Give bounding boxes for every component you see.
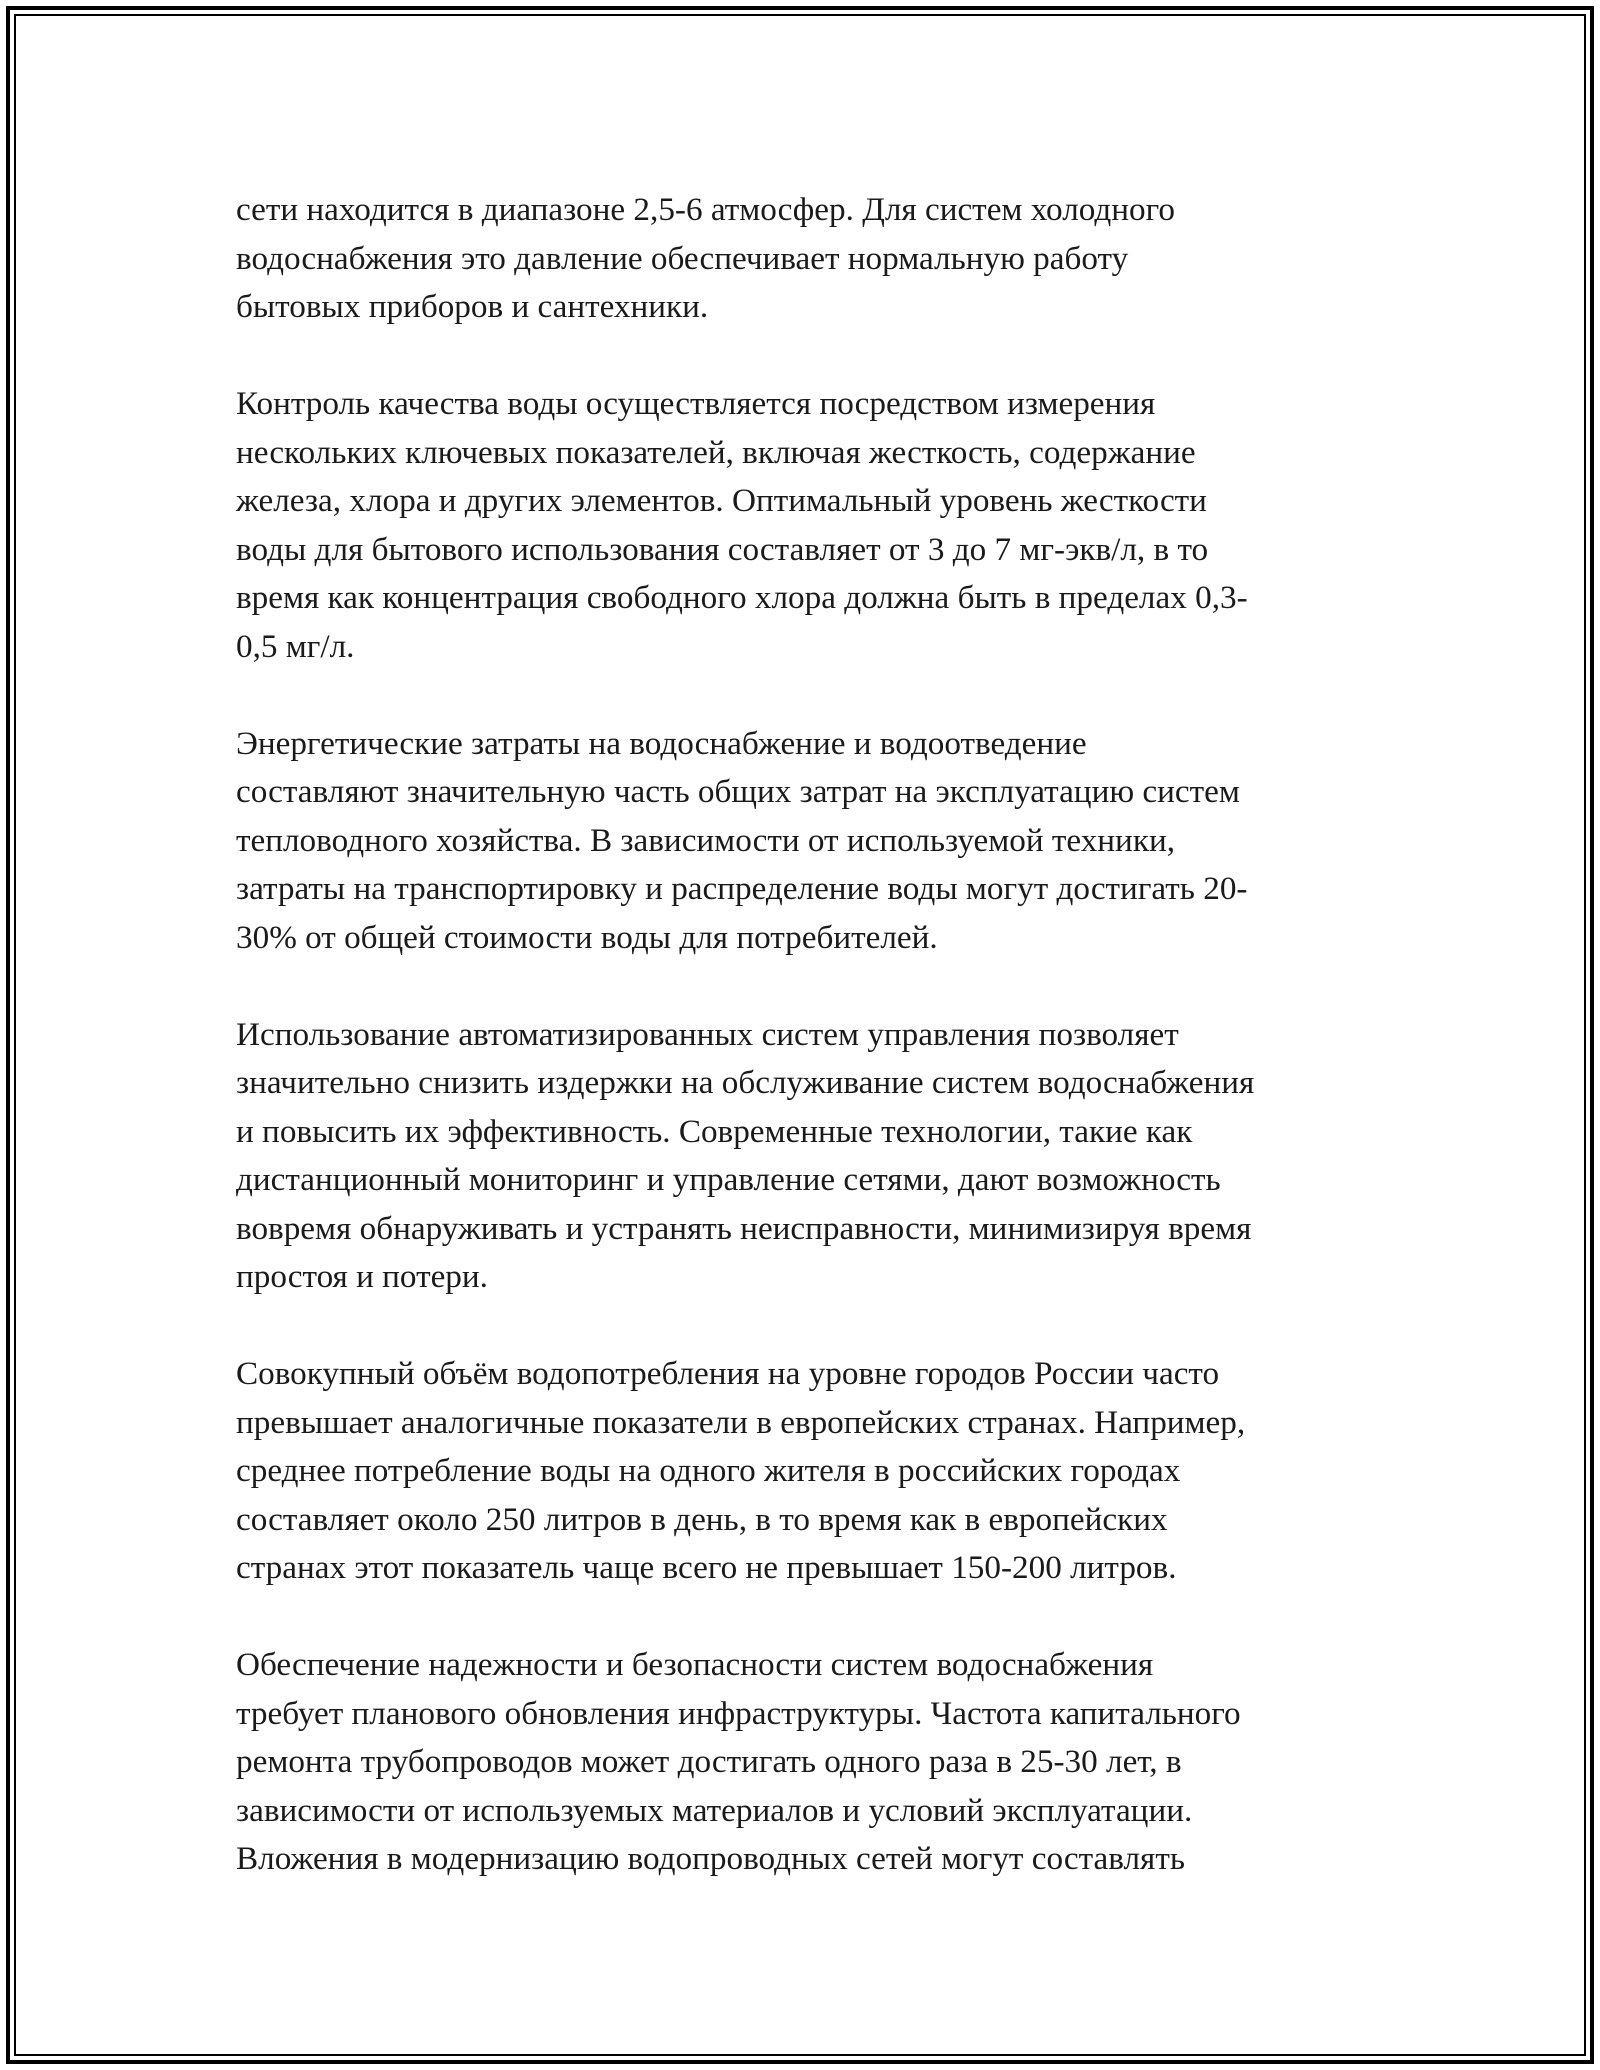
text-line: Энергетические затраты на водоснабжение и водоотведение bbox=[236, 724, 1087, 762]
text-line: требует планового обновления инфраструктуры. Частота капитального bbox=[236, 1694, 1241, 1732]
text-line: превышает аналогичные показатели в европейских странах. Например, bbox=[236, 1403, 1246, 1441]
paragraph-water-quality bbox=[236, 380, 1376, 671]
text-line: Контроль качества воды осуществляется посредством измерения bbox=[236, 385, 1156, 422]
text-line: странах этот показатель чаще всего не превышает 150-200 литров. bbox=[236, 1549, 1177, 1586]
text-line: вовремя обнаруживать и устранять неисправности, минимизируя время bbox=[236, 1209, 1252, 1247]
text-line: 0,5 мг/л. bbox=[236, 627, 355, 665]
text-line: среднее потребление воды на одного жителя в российских городах bbox=[236, 1452, 1181, 1489]
text-line: затраты на транспортировку и распределение воды могут достигать 20- bbox=[236, 870, 1248, 907]
text-line: сети находится в диапазоне 2,5-6 атмосфер. Для систем холодного bbox=[236, 191, 1176, 228]
text-line: составляет около 250 литров в день, в то время как в европейских bbox=[236, 1500, 1168, 1538]
text-line: зависимости от используемых материалов и условий эксплуатации. bbox=[236, 1791, 1193, 1829]
text-line: Обеспечение надежности и безопасности систем водоснабжения bbox=[236, 1646, 1154, 1683]
paragraph-energy-costs bbox=[236, 720, 1376, 963]
text-line: Использование автоматизированных систем управления позволяет bbox=[236, 1015, 1179, 1053]
paragraph-pressure bbox=[236, 186, 1376, 332]
text-line: время как концентрация свободного хлора должна быть в пределах 0,3- bbox=[236, 579, 1248, 616]
text-line: ремонта трубопроводов может достигать одного раза в 25-30 лет, в bbox=[236, 1743, 1182, 1780]
text-line: значительно снизить издержки на обслуживание систем водоснабжения bbox=[236, 1064, 1255, 1101]
text-line: 30% от общей стоимости воды для потребителей. bbox=[236, 918, 938, 956]
paragraph-consumption bbox=[236, 1350, 1376, 1593]
paragraph-reliability bbox=[236, 1641, 1376, 1884]
text-line: воды для бытового использования составляет от 3 до 7 мг-экв/л, в то bbox=[236, 530, 1209, 568]
text-line: бытовых приборов и сантехники. bbox=[236, 288, 709, 325]
text-line: простоя и потери. bbox=[236, 1258, 488, 1295]
document-body bbox=[236, 186, 1376, 1932]
text-line: водоснабжения это давление обеспечивает нормальную работу bbox=[236, 239, 1129, 277]
text-line: и повысить их эффективность. Современные технологии, такие как bbox=[236, 1112, 1193, 1150]
text-line: Совокупный объём водопотребления на уровне городов России часто bbox=[236, 1355, 1220, 1392]
paragraph-automation bbox=[236, 1011, 1376, 1302]
text-line: составляют значительную часть общих затрат на эксплуатацию систем bbox=[236, 773, 1240, 810]
text-line: тепловодного хозяйства. В зависимости от используемой техники, bbox=[236, 821, 1176, 859]
text-line: Вложения в модернизацию водопроводных сетей могут составлять bbox=[236, 1840, 1185, 1877]
text-line: дистанционный мониторинг и управление сетями, дают возможность bbox=[236, 1161, 1221, 1198]
text-line: железа, хлора и других элементов. Оптимальный уровень жесткости bbox=[236, 482, 1207, 519]
text-line: нескольких ключевых показателей, включая жесткость, содержание bbox=[236, 433, 1196, 471]
